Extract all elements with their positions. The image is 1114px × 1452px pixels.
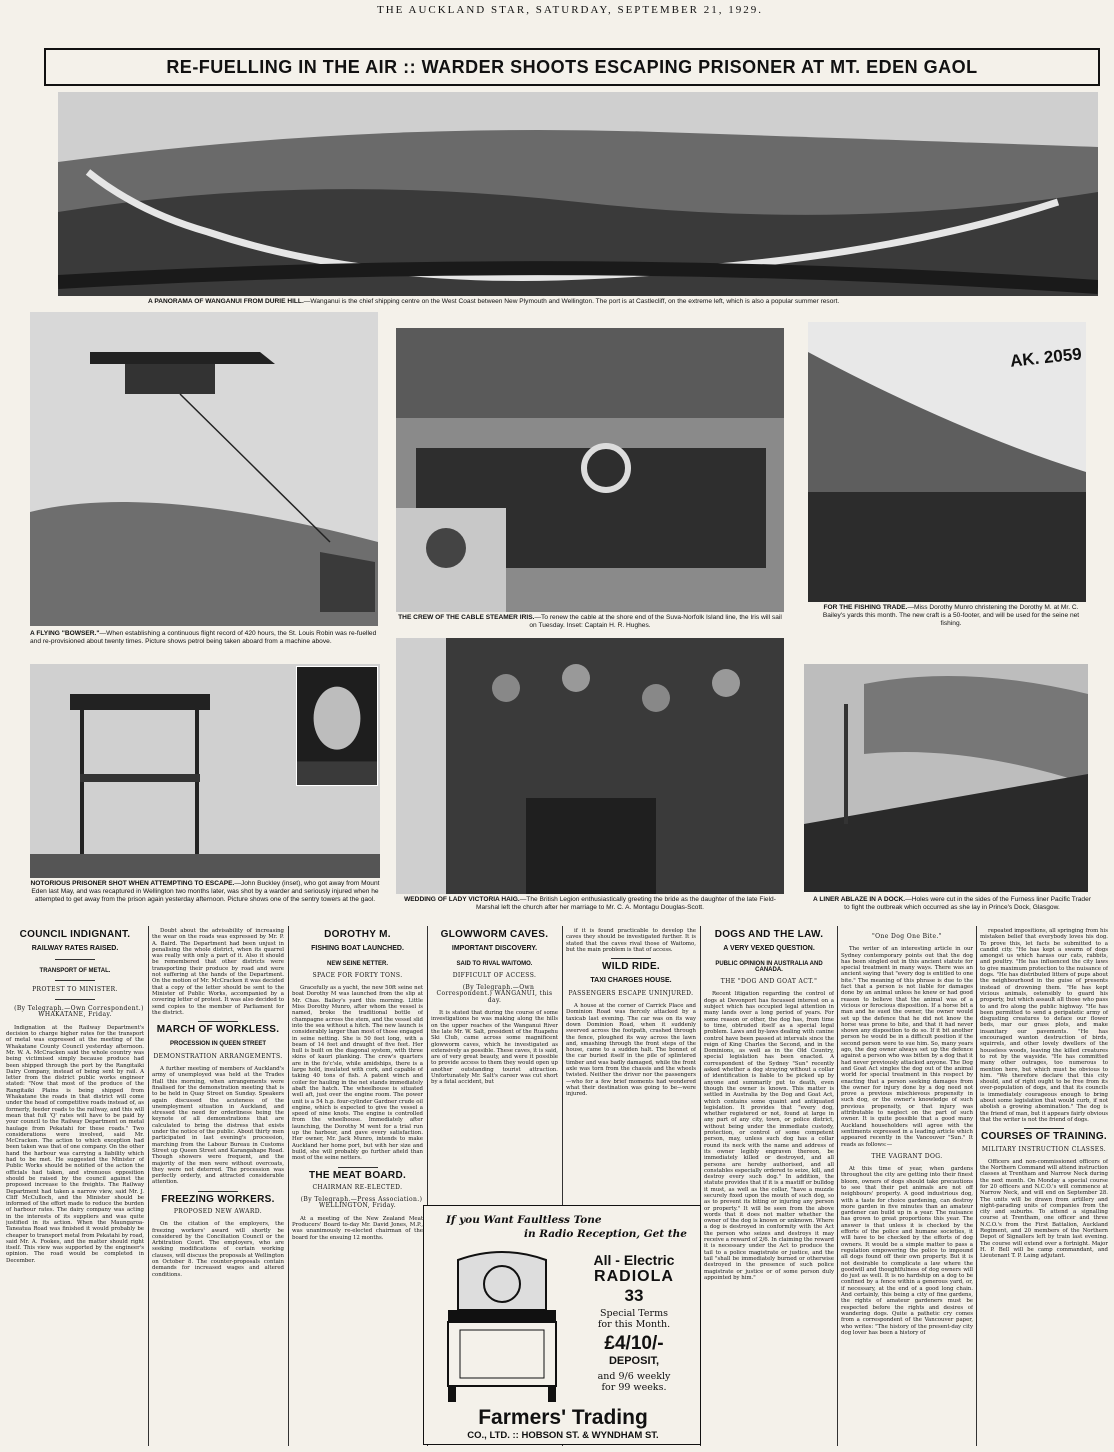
headline-banner bbox=[44, 48, 1100, 86]
article-subhead: PASSENGERS ESCAPE UNINJURED. bbox=[568, 989, 694, 997]
article-subhead: SPACE FOR FORTY TONS. bbox=[312, 971, 403, 979]
article-body: It is stated that during the course of some investigations he was making along the hills on the upper reaches of the Wanganui River the late Mr. W. Salt, president of the Ruapehu Ski Club, came across some magnificent glowworm caves, which he investigated as extensively as possible. These caves, it is said, are of very great beauty, and were it possible to provide access to them they would open up another outstanding tourist attraction. Unfortunately Mr. Salt's career was cut short by a fatal accident, but bbox=[431, 1010, 558, 1086]
divider bbox=[198, 1191, 238, 1192]
divider bbox=[55, 980, 95, 981]
article-body: Recent litigation regarding the control of dogs at Devonport has focussed interest on a subject which has occupied legal attention in many lands over a long period of years. For some reason or other, the dog has, from time to time, obtruded itself as a special legal problem. Laws and by-laws dealing with canine control have been passed at intervals since the reign of King Charles the Second, and in the Dominions, as well as in the Old Country, special legislation has been enacted. A correspondent of the Sydney "Sun" recently asked whether a dog straying without a collar of identification is liable to be picked up by anyone and summarily put to death, even though the owner is known. This matter is settled in Australia by the Dog and Goat Act, which contains some quaint and antiquated legislation. It provides that "every dog, whether registered or not, found at large in any part of any city, town, or police district, without being under the immediate custody, protection, or control of some competent person, may, unless such dog has a collar round its neck with the name and address of its owner legibly engraven thereon, be immediately killed or destroyed, and all persons are hereby authorised, and all constables especially ordered to seize, kill, and destroy every such dog." In addition, the statute provides that if it is a mastiff or bulldog it must, as well as the collar, "have a muzzle securely fixed upon the mouth of such dog, so as to prevent its biting or injuring any person or property." It will be seen from the above words that it does not matter whether the owner of the dog is known or unknown. Where a dog is destroyed in conformity with the Act the person who seizes and destroys it may receive a reward of 2/6. In claiming the reward it is necessary under the Act to produce the tail to a police magistrate or justice, and the tail "shall be immediately burned or otherwise destroyed in the presence of such police magistrate or justice or of some person duly appointed by him." bbox=[704, 991, 834, 1281]
article-body: The writer of an interesting article in our Sydney contemporary points out that the dog has been singled out in this ancient statute for special treatment in many ways. There was an ancient saying that "every dog is entitled to one bite." The meaning of this phrase is due to the fact that a person is not liable for damages done by an animal unless he knew or had good reason to believe that the animal was of a vicious or ferocious disposition. If a horse bit a man and he sued the owner, the owner would set up the defence that he did not know the horse was prone to bite, and that it had never shown any disposition to do so. If it bit another person he would be in a difficult position if the second person were to sue him. So, many years ago, the dog owner always set up the defence against a person who was bitten by a dog that it had never previously attacked anyone. The Dog and Goat Act singles the dog out of the animal world for special treatment in this respect by enacting that a person seeking damages from the owner for injury done by a dog need not prove a previous mischievous propensity in such dog, or the owner's knowledge of such previous propensity, or that injury was attributable to neglect on the part of such owner. It is quite possible that a good many Auckland householders will agree with the sentiments expressed in a leading article which appeared recently in the Vancouver "Sun." It reads as follows:— bbox=[841, 946, 973, 1148]
article-subhead: "One Dog One Bite." bbox=[872, 933, 942, 940]
crew-caption: THE CREW OF THE CABLE STEAMER IRIS.—To renew the cable at the shore end of the Suva-Norfolk Island line, the Iris will sail on Tuesday. Inset: Captain H. R. Hughes. bbox=[398, 614, 782, 629]
liner-photo bbox=[804, 664, 1088, 892]
dateline: (By Telegraph.—Own Correspondent.) WANGANUI, this day. bbox=[436, 984, 553, 1004]
article-subhead: RAILWAY RATES RAISED. bbox=[31, 945, 119, 953]
ad-weeks: for 99 weeks. bbox=[601, 1382, 667, 1393]
panorama-caption: A PANORAMA OF WANGANUI FROM DURIE HILL.—Wanganui is the chief shipping centre on the West Coast between New Plymouth and Wellington. The port is at Castlecliff, on the extreme left, which is also a popular summer resort. bbox=[148, 298, 840, 305]
article-dogs-and-the-law bbox=[704, 928, 834, 1448]
ad-brand: Farmers' Trading bbox=[478, 1406, 648, 1429]
ad-address: CO., LTD. :: HOBSON ST. & WYNDHAM ST. bbox=[467, 1430, 659, 1441]
article-headline: COUNCIL INDIGNANT. bbox=[19, 929, 131, 940]
ad-product-line: All - Electric bbox=[593, 1252, 675, 1268]
article-wild-ride bbox=[566, 928, 696, 1200]
article-subhead: NEW SEINE NETTER. bbox=[326, 960, 388, 967]
ad-terms-1: Special Terms bbox=[600, 1308, 668, 1319]
article-glowworm-caves bbox=[431, 928, 558, 1200]
ad-product-name: RADIOLA bbox=[594, 1268, 674, 1285]
ad-weekly: and 9/6 weekly bbox=[597, 1371, 671, 1382]
article-headline: GLOWWORM CAVES. bbox=[440, 929, 549, 940]
article-body: Gracefully as a yacht, the new 50ft seine net boat Dorothy M was launched from the slip at Mr. Chas. Bailey's yard this morning. Little Miss Dorothy Munro, after whom the vessel is named, broke the traditional bottle of champagne across the stem, and the vessel slid into the sea without a hitch. The new launch is considerably larger than most of those engaged in seine netting. She is 50 feet long, with a beam of 14 feet and draught of five feet. Her hull is built on the diagonal system, with three skins of kauri planking. The crew's quarters are in the fo'c'sle, while amidships, there is a large hold, insulated with cork, and capable of taking 40 tons of fish. A patent winch and coiler for hauling in the net stands immediately abaft the hatch. The wheelhouse is situated well aft, just over the engine room. The power unit is a 54 h.p. four-cylinder Gardner crude oil engine, which is expected to give the vessel a speed of nine knots. The engine is controlled from the wheelhouse. Immediately after launching, the Dorothy M went for a trial run up the harbour, and gave every satisfaction. Her owner, Mr. Jack Munro, intends to make Auckland her home port, but with her size and build, she will probably go further afield than most of the seine netters. bbox=[292, 985, 423, 1162]
article-subhead: DEMONSTRATION ARRANGEMENTS. bbox=[153, 1052, 283, 1060]
article-headline: THE MEAT BOARD. bbox=[308, 1169, 407, 1181]
article-body: repeated impositions, all springing from his mistaken belief that everybody loves his dog. To prove this, let facts be submitted to a candid city. "He has kept a swarm of dogs amongst us which harass our cats, rabbits, and poultry. "He has influenced the city laws to give maximum protection to the nuisance of dogs. "He has distributed litters of pups about the neighbourhood in the guise of presents instead of drowning them. "He has kept vicious animals, ostensibly to guard his property, but which assault all those who pass to and fro along the public highway. "He has been permitted to send a peripatetic army of disgusting creatures to deface our flower beds, mar our grass plots, and make insanitary our pavements. "He has encouraged wanton destruction of birds, squirrels, and other lovely dwellers of the houseless woods, leaving the killed creatures to rot by the wayside. "He has committed many other outrages, too numerous to mention here, but which must be obvious to him. "We therefore declare that this city should, and of right ought to be free from its over-population of dogs, and that its councils is immediately courageous enough to bring about some legislation that would curb, if not abolish a growing abomination." The dog is the friend of man, but it appears fairly obvious that the writer is not the friend of dogs. bbox=[980, 928, 1108, 1123]
article-body: A further meeting of members of Auckland's army of unemployed was held at the Trades Hall this morning, when arrangements were finalised for the demonstration meeting that is to be held in Quay Street on Sunday. Speakers again discussed the acuteness of the unemployment situation in Auckland, and stressed the need for orderliness being the keynote of all demonstrations that are calculated to bring the distress that exists under the notice of the public. About thirty men participated in last evening's procession, marching from the Labour Bureau in Customs Street up Queen Street and Karangahape Road. Though showers were frequent, and the majority of the men were without overcoats, they were not deterred. The procession was perfectly orderly, and attracted considerable attention. bbox=[152, 1066, 284, 1186]
article-body: Indignation at the Railway Department's decision to charge higher rates for the transport of metal was expressed at the meeting of the Whakatane County Council yesterday afternoon. Mr. W. A. McCracken said the whole country was being victimised simply because produce had been shipped through the port by the Rangitaiki Dairy Company, instead of being sent by rail. A letter from the district public works engineer stated: "Now that most of the produce of the Rangitaiki Plains is being shipped from Whakatane the roads in that district will come under the head of competitive roads instead of, as formerly, feeder roads to the railway, and this will mean that full 'Q' rates will have to be paid by your council to the Railway Department on metal haulage from Pekatahi for these roads." Two considerations were involved, said Mr. McCracken. The action to which exception had been taken was that of one company. On the other hand the harbour was carrying a liability which had to be met. He suggested the Minister of Public Works should be notified of the action the officials had taken, and strenuous opposition should be raised by the council against the proposed increase to the freights. The Railway Department had taken a narrow view, said Mr. J. Cliff McCulloch, and the Minister should be informed of the effort made to reduce the burden of harbour rates. The dairy company was acting in the interests of its suppliers and was quite justified in its action. When the Maungaroa-Taneatua Road was finished it would probably be cheaper to transport metal from Pekatahi by road, said Mr. A. Fookes, and the matter should right itself. This view was supported by the engineer's opinion. The road would be completed in December. bbox=[6, 1024, 144, 1264]
divider bbox=[55, 959, 95, 960]
article-headline: DOROTHY M. bbox=[324, 929, 391, 940]
crew-photo bbox=[396, 328, 784, 612]
divider bbox=[198, 1021, 238, 1022]
article-headline: FREEZING WORKERS. bbox=[161, 1193, 275, 1205]
prisoner-inset-photo bbox=[296, 666, 378, 786]
column-rule bbox=[837, 926, 838, 1446]
column-rule bbox=[288, 926, 289, 1446]
article-headline: DOGS AND THE LAW. bbox=[714, 929, 824, 940]
divider bbox=[611, 958, 651, 959]
article-subhead: PROCESSION IN QUEEN STREET bbox=[169, 1041, 266, 1048]
article-headline: WILD RIDE. bbox=[602, 961, 660, 973]
article-subhead: PUBLIC OPINION IN AUSTRALIA AND CANADA. bbox=[715, 960, 823, 973]
article-subhead: PROPOSED NEW AWARD. bbox=[173, 1207, 263, 1215]
article-body: if it is found practicable to develop the caves they should be investigated further. It is stated that the caves rival those of Waitomo, but the main problem is that of access. bbox=[566, 928, 696, 953]
radio-cabinet-icon bbox=[438, 1250, 566, 1402]
panorama-photo bbox=[58, 92, 1098, 296]
article-council-indignant bbox=[6, 928, 144, 1448]
radiola-advertisement bbox=[423, 1205, 701, 1445]
ad-deposit: DEPOSIT, bbox=[608, 1355, 660, 1367]
article-body: At a meeting of the New Zealand Meat Producers' Board to-day Mr. David Jones, M.P., was unanimously re-elected chairman of the board for the ensuing 12 months. bbox=[292, 1215, 423, 1241]
fishing-caption: FOR THE FISHING TRADE.—Miss Dorothy Munro christening the Dorothy M. at Mr. C. Bailey's yards this month. The new craft is a 50-footer, and will be used for the seine net fishing. bbox=[822, 604, 1080, 627]
column-rule bbox=[148, 926, 149, 1446]
article-body: A house at the corner of Carrick Place and Dominion Road was fiercely attacked by a taxicab last evening. The car was on its way down Dominion Road, when it suddenly swerved across the footpath, crashed through the fence, ploughed its way across the lawn and, smashing through the front steps of the house, came to a sudden halt. The bonnet of the car buried itself in the pile of splintered timber and was badly damaged, while the front axle was torn from the chassis and the wheels twisted. Neither the driver nor the passengers—who for a few brief moments had wondered what their destination was going to be—were injured. bbox=[566, 1003, 696, 1098]
article-dorothy-m bbox=[292, 928, 423, 1448]
dateline: (By Telegraph.—Press Association.) WELLINGTON, Friday. bbox=[300, 1196, 423, 1210]
article-march-of-workless bbox=[152, 928, 284, 1448]
divider bbox=[55, 999, 95, 1000]
masthead: THE AUCKLAND STAR, SATURDAY, SEPTEMBER 21, 1929. bbox=[376, 4, 764, 16]
article-subhead: TRANSPORT OF METAL. bbox=[39, 967, 111, 974]
article-subhead: IMPORTANT DISCOVERY. bbox=[451, 945, 538, 953]
article-body: Doubt about the advisability of increasing the wear on the roads was expressed by Mr. P. A. Baird. The Department had been unjust in penalising the whole district, when its quarrel was really with only a part of it. Also it should be remembered that other districts were transporting their produce by road and were not suffering at the hands of the Department. On the motion of Mr. McCracken it was decided that a copy of the letter should be sent to the Minister of Public Works, accompanied by a covering letter of protest. It was also decided to send copies to the member of Parliament for the district. bbox=[152, 928, 284, 1016]
article-headline: COURSES OF TRAINING. bbox=[980, 1131, 1107, 1143]
ad-price: £4/10/- bbox=[604, 1333, 664, 1354]
wedding-caption: WEDDING OF LADY VICTORIA HAIG.—The British Legion enthusiastically greeting the bride as the daughter of the late Field-Marshal left the church after her marriage to Mr. C. A. Montagu Douglas-Scott. bbox=[404, 896, 776, 911]
article-headline: MARCH OF WORKLESS. bbox=[156, 1024, 280, 1036]
column-rule bbox=[976, 926, 977, 1446]
article-body: Officers and non-commissioned officers of the Northern Command will attend instruction classes at Trentham and Narrow Neck during the next month. On Monday a special course for 20 officers and N.C.O.'s will commence at Narrow Neck, and will end on September 28. The units will be drawn from artillery and night-parading units of companies from the city and suburbs. To attend a signalling course at Trentham, one officer and three N.C.O.'s from the First Battalion, Auckland Regiment, and 20 members of the Northern Depot of Signallers left by train last evening. The course will extend over a fortnight. Major H. P. Bell will be camp commandant, and Lieutenant T. P. Laing adjutant. bbox=[980, 1158, 1108, 1260]
article-subhead: PROTEST TO MINISTER. bbox=[32, 985, 118, 993]
article-subhead: DIFFICULT OF ACCESS. bbox=[452, 971, 537, 979]
article-subhead: THE "DOG AND GOAT ACT." bbox=[720, 978, 818, 986]
article-subhead: TAXI CHARGES HOUSE. bbox=[590, 977, 672, 985]
wedding-photo bbox=[396, 638, 784, 894]
article-subhead: CHAIRMAN RE-ELECTED. bbox=[312, 1183, 403, 1191]
article-one-dog-one-bite bbox=[841, 928, 973, 1448]
ad-tagline-1: If you Want Faultless Tone bbox=[446, 1214, 602, 1226]
article-subhead: SAID TO RIVAL WAITOMO. bbox=[456, 960, 533, 967]
ad-offer bbox=[574, 1252, 694, 1393]
boat-number: AK. 2059 bbox=[1009, 344, 1083, 371]
article-body: On the citation of the employers, the freezing workers' award will shortly be considered by the Conciliation Council or the Arbitration Court. The employers, who are seeking modifications of certain working clauses, will discuss the proposals at Wellington on October 8. The counter-proposals contain demands for increased wages and altered conditions. bbox=[152, 1221, 284, 1278]
article-subhead: FISHING BOAT LAUNCHED. bbox=[311, 945, 404, 953]
bowser-caption: A FLYING "BOWSER."—When establishing a continuous flight record of 420 hours, the St. Louis Robin was re-fuelled and re-provisioned about twenty times. Picture shows petrol being taken aboard from a machine above. bbox=[30, 630, 377, 645]
prisoner-caption: NOTORIOUS PRISONER SHOT WHEN ATTEMPTING TO ESCAPE.—John Buckley (inset), who got away from Mount Eden last May, and was recaptured in Wellington two months later, was shot by a warder and seriously injured when he attempted to get away from the prison again yesterday afternoon. Picture shows one of the sentry towers at the gaol. bbox=[30, 880, 380, 903]
article-subhead: A VERY VEXED QUESTION. bbox=[723, 945, 815, 953]
article-subhead: MILITARY INSTRUCTION CLASSES. bbox=[981, 1145, 1107, 1153]
bowser-photo bbox=[30, 312, 378, 626]
ad-tagline-2: in Radio Reception, Get the bbox=[524, 1228, 687, 1240]
ad-terms-2: for this Month. bbox=[597, 1319, 671, 1330]
liner-caption: A LINER ABLAZE IN A DOCK.—Holes were cut in the sides of the Furness liner Pacific Trader to fight the outbreak which occurred as she lay in Prince's Dock, Glasgow. bbox=[813, 896, 1091, 911]
ad-model: 33 bbox=[624, 1286, 644, 1305]
headline-text: RE-FUELLING IN THE AIR :: WARDER SHOOTS ESCAPING PRISONER AT MT. EDEN GAOL bbox=[166, 56, 978, 77]
divider bbox=[338, 1167, 378, 1168]
article-subhead: THE VAGRANT DOG. bbox=[871, 1152, 943, 1160]
divider bbox=[1024, 1128, 1064, 1129]
article-body: At this time of year, when gardens throughout the city are getting into their finest bloom, owners of dogs should take precautions to see that their pet animals are not off neighbours' property. A good industrious dog, with a taste for choice gardening, can destroy more garden in five minutes than an amateur gardener can build up in a year. The nuisance has grown to great proportions this year. The answer is that unless it is checked by the efforts of the police and humane societies, it will have to be checked by the efforts of dog owners. It would be a simple matter to pass a regulation empowering the police to impound all dogs found off their own property. But it is not desirable to complicate a law where the goodwill and thoughtfulness of dog owners will do just as well. It is no hardship on a dog to be confined by a fence within a generous yard, or, if necessary, at the end of a good long chain. And certainly, this being a city of fine gardens, the rights of amateur gardeners must be respected before the rights and desires of wandering dogs. Quite a pathetic cry comes from a correspondent of the Vancouver paper, who writes: "The history of the present-day city dog lover has been a history of bbox=[841, 1166, 973, 1336]
dateline: (By Telegraph.—Own Correspondent.) WHAKATANE, Friday. bbox=[14, 1005, 144, 1019]
article-courses-of-training bbox=[980, 928, 1108, 1448]
